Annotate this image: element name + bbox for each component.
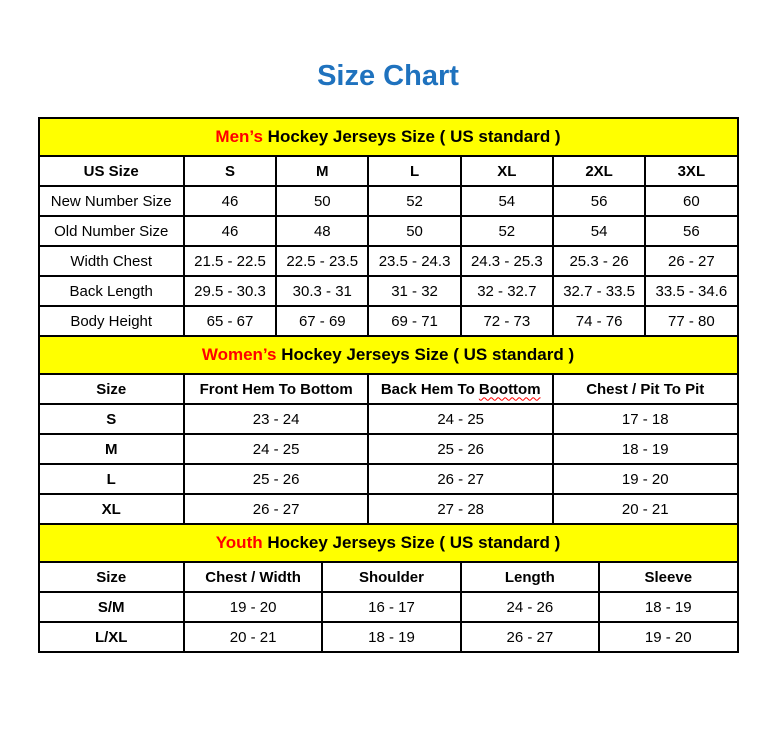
size-value-cell: 22.5 - 23.5	[276, 246, 368, 276]
size-value-cell: 29.5 - 30.3	[184, 276, 276, 306]
column-header-text: Back Hem To	[380, 380, 479, 398]
size-value-cell: 32.7 - 33.5	[553, 276, 645, 306]
column-header: S	[184, 156, 276, 186]
column-header: 3XL	[645, 156, 737, 186]
row-label: XL	[39, 494, 184, 524]
section-title-highlight: Women’s	[201, 345, 277, 364]
section-title-rest: Hockey Jerseys Size ( US standard )	[262, 127, 561, 146]
size-value-cell: 56	[645, 216, 737, 246]
size-value-cell: 26 - 27	[461, 622, 599, 652]
table-row	[39, 592, 738, 622]
row-label: Body Height	[39, 306, 184, 336]
youth-header-row	[39, 562, 738, 592]
table-row	[39, 306, 738, 336]
column-header: Front Hem To Bottom	[184, 374, 369, 404]
size-value-cell: 74 - 76	[553, 306, 645, 336]
mens-header-row	[39, 156, 738, 186]
column-header: XL	[461, 156, 553, 186]
size-value-cell: 69 - 71	[368, 306, 460, 336]
table-row	[39, 276, 738, 306]
size-value-cell: 24 - 26	[461, 592, 599, 622]
size-value-cell: 18 - 19	[553, 434, 738, 464]
row-label: Width Chest	[39, 246, 184, 276]
mens-size-table	[38, 117, 739, 337]
size-value-cell: 26 - 27	[184, 494, 369, 524]
column-header: Size	[39, 562, 184, 592]
size-value-cell: 52	[461, 216, 553, 246]
size-value-cell: 72 - 73	[461, 306, 553, 336]
size-value-cell: 50	[368, 216, 460, 246]
size-value-cell: 77 - 80	[645, 306, 737, 336]
size-value-cell: 46	[184, 186, 276, 216]
row-label: S/M	[39, 592, 184, 622]
row-label: L	[39, 464, 184, 494]
size-value-cell: 25 - 26	[368, 434, 553, 464]
row-label: Old Number Size	[39, 216, 184, 246]
size-chart-tables	[38, 117, 739, 653]
womens-section-header	[39, 336, 738, 374]
row-label: New Number Size	[39, 186, 184, 216]
row-label: S	[39, 404, 184, 434]
section-title-rest: Hockey Jerseys Size ( US standard )	[276, 345, 575, 364]
size-value-cell: 52	[368, 186, 460, 216]
column-header: 2XL	[553, 156, 645, 186]
size-value-cell: 54	[461, 186, 553, 216]
size-value-cell: 18 - 19	[599, 592, 737, 622]
size-value-cell: 50	[276, 186, 368, 216]
mens-section-header	[39, 118, 738, 156]
column-header: M	[276, 156, 368, 186]
column-header: Size	[39, 374, 184, 404]
section-title-rest: Hockey Jerseys Size ( US standard )	[262, 533, 561, 552]
table-row	[39, 494, 738, 524]
size-value-cell: 24 - 25	[368, 404, 553, 434]
size-value-cell: 20 - 21	[553, 494, 738, 524]
row-label: L/XL	[39, 622, 184, 652]
size-value-cell: 24 - 25	[184, 434, 369, 464]
size-value-cell: 23 - 24	[184, 404, 369, 434]
page-title: Size Chart	[317, 60, 459, 92]
size-value-cell: 19 - 20	[553, 464, 738, 494]
table-row	[39, 434, 738, 464]
size-value-cell: 31 - 32	[368, 276, 460, 306]
column-header: Chest / Width	[184, 562, 322, 592]
column-header: Sleeve	[599, 562, 737, 592]
size-value-cell: 24.3 - 25.3	[461, 246, 553, 276]
size-value-cell: 65 - 67	[184, 306, 276, 336]
size-value-cell: 23.5 - 24.3	[368, 246, 460, 276]
womens-header-row	[39, 374, 738, 404]
size-value-cell: 27 - 28	[368, 494, 553, 524]
youth-section-header	[39, 524, 738, 562]
size-value-cell: 67 - 69	[276, 306, 368, 336]
size-value-cell: 18 - 19	[322, 622, 460, 652]
size-value-cell: 54	[553, 216, 645, 246]
size-value-cell: 25 - 26	[184, 464, 369, 494]
column-header: Chest / Pit To Pit	[553, 374, 738, 404]
column-header: Shoulder	[322, 562, 460, 592]
youth-size-table	[38, 523, 739, 653]
size-value-cell: 25.3 - 26	[553, 246, 645, 276]
size-value-cell: 60	[645, 186, 737, 216]
womens-size-table	[38, 335, 739, 525]
row-label: M	[39, 434, 184, 464]
size-value-cell: 56	[553, 186, 645, 216]
size-value-cell: 32 - 32.7	[461, 276, 553, 306]
table-row	[39, 404, 738, 434]
section-title-highlight: Youth	[215, 533, 263, 552]
table-row	[39, 622, 738, 652]
row-label: Back Length	[39, 276, 184, 306]
size-value-cell: 16 - 17	[322, 592, 460, 622]
size-value-cell: 20 - 21	[184, 622, 322, 652]
column-header: Length	[461, 562, 599, 592]
size-value-cell: 26 - 27	[645, 246, 737, 276]
table-row	[39, 246, 738, 276]
table-row	[39, 186, 738, 216]
size-value-cell: 21.5 - 22.5	[184, 246, 276, 276]
size-value-cell: 46	[184, 216, 276, 246]
column-header: L	[368, 156, 460, 186]
size-value-cell: 48	[276, 216, 368, 246]
size-value-cell: 19 - 20	[599, 622, 737, 652]
size-value-cell: 30.3 - 31	[276, 276, 368, 306]
column-header: US Size	[39, 156, 184, 186]
column-header	[368, 374, 553, 404]
size-value-cell: 17 - 18	[553, 404, 738, 434]
misspelled-word: Boottom	[478, 380, 541, 398]
section-title-highlight: Men’s	[215, 127, 263, 146]
table-row	[39, 216, 738, 246]
size-value-cell: 26 - 27	[368, 464, 553, 494]
table-row	[39, 464, 738, 494]
size-value-cell: 19 - 20	[184, 592, 322, 622]
size-value-cell: 33.5 - 34.6	[645, 276, 737, 306]
